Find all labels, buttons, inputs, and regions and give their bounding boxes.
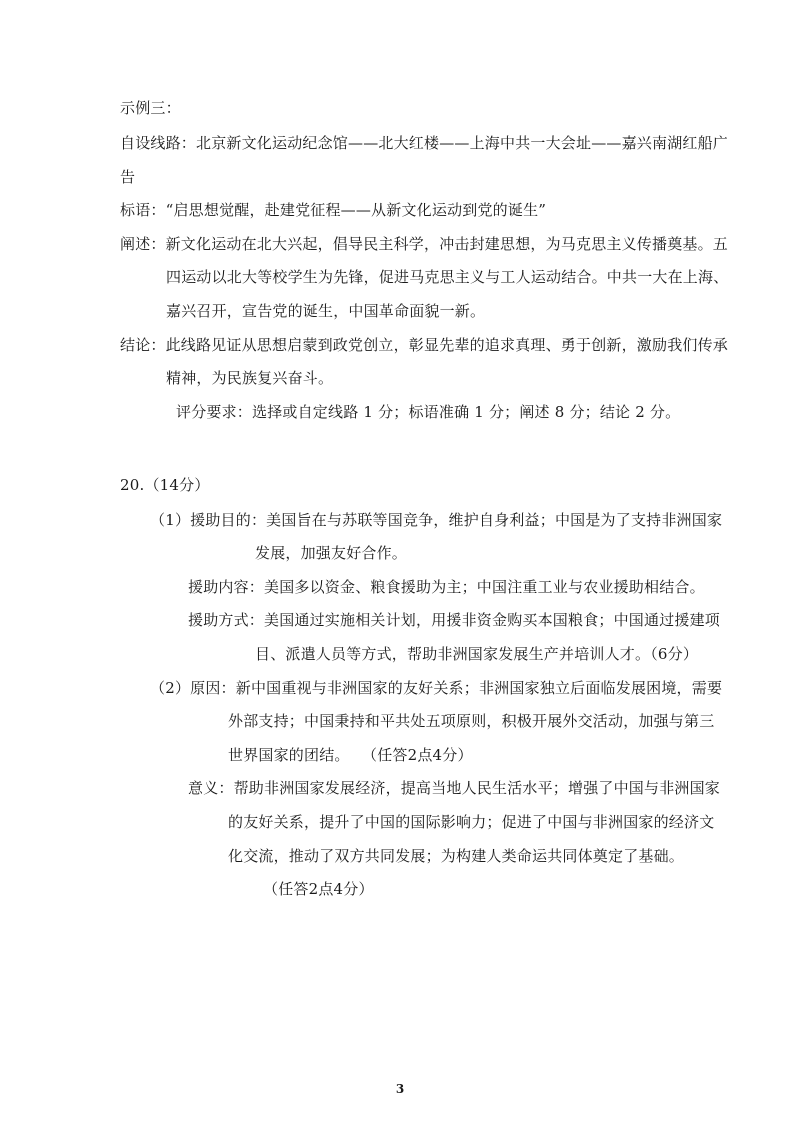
example3-route-line-1: 自设线路：北京新文化运动纪念馆——北大红楼——上海中共一大会址——嘉兴南湖红船广 (120, 134, 729, 152)
example3-elaboration-line-1: 阐述：新文化运动在北大兴起，倡导民主科学，冲击封建思想，为马克思主义传播奠基。五 (120, 235, 729, 253)
example3-elaboration-line-3: 嘉兴召开，宣告党的诞生，中国革命面貌一新。 (166, 302, 486, 320)
page-number: 3 (395, 1082, 405, 1096)
q20-part2-reason-line-1: （2）原因：新中国重视与非洲国家的友好关系；非洲国家独立后面临发展困境，需要 (150, 679, 723, 697)
q20-part2-significance-line-3: 化交流，推动了双方共同发展；为构建人类命运共同体奠定了基础。 (228, 847, 685, 865)
example3-conclusion-line-1: 结论：此线路见证从思想启蒙到政党创立，彰显先辈的追求真理、勇于创新，激励我们传承 (120, 336, 729, 354)
example3-scoring-requirements: 评分要求：选择或自定线路 1 分；标语准确 1 分；阐述 8 分；结论 2 分。 (176, 403, 681, 421)
example3-slogan: 标语：“启思想觉醒，赴建党征程——从新文化运动到党的诞生” (120, 201, 547, 219)
q20-part1-purpose-line-2: 发展，加强友好合作。 (255, 544, 408, 562)
q20-part1-content: 援助内容：美国多以资金、粮食援助为主；中国注重工业与农业援助相结合。 (188, 578, 705, 596)
q20-part2-reason-line-3: 世界国家的团结。 (228, 746, 350, 764)
q20-part2-significance-score: （任答2点4分） (263, 880, 374, 898)
example3-conclusion-line-2: 精神，为民族复兴奋斗。 (166, 369, 334, 387)
q20-part1-purpose-line-1: （1）援助目的：美国旨在与苏联等国竞争，维护自身利益；中国是为了支持非洲国家 (150, 511, 723, 529)
example3-elaboration-line-2: 四运动以北大等校学生为先锋，促进马克思主义与工人运动结合。中共一大在上海、 (166, 268, 729, 286)
q20-part1-method-line-2: 目、派遣人员等方式，帮助非洲国家发展生产并培训人才。（6分） (255, 645, 699, 663)
q20-part1-method-line-1: 援助方式：美国通过实施相关计划，用援非资金购买本国粮食；中国通过援建项 (188, 611, 721, 629)
example3-heading: 示例三： (120, 99, 181, 117)
q20-part2-significance-line-1: 意义：帮助非洲国家发展经济，提高当地人民生活水平；增强了中国与非洲国家 (188, 779, 721, 797)
q20-part2-reason-score: （任答2点4分） (362, 746, 473, 764)
example3-route-line-2: 告 (120, 168, 136, 186)
question20-heading: 20.（14分） (120, 476, 210, 494)
q20-part2-reason-line-2: 外部支持；中国秉持和平共处五项原则，积极开展外交活动，加强与第三 (228, 712, 715, 730)
q20-part2-significance-line-2: 的友好关系，提升了中国的国际影响力；促进了中国与非洲国家的经济文 (228, 813, 715, 831)
